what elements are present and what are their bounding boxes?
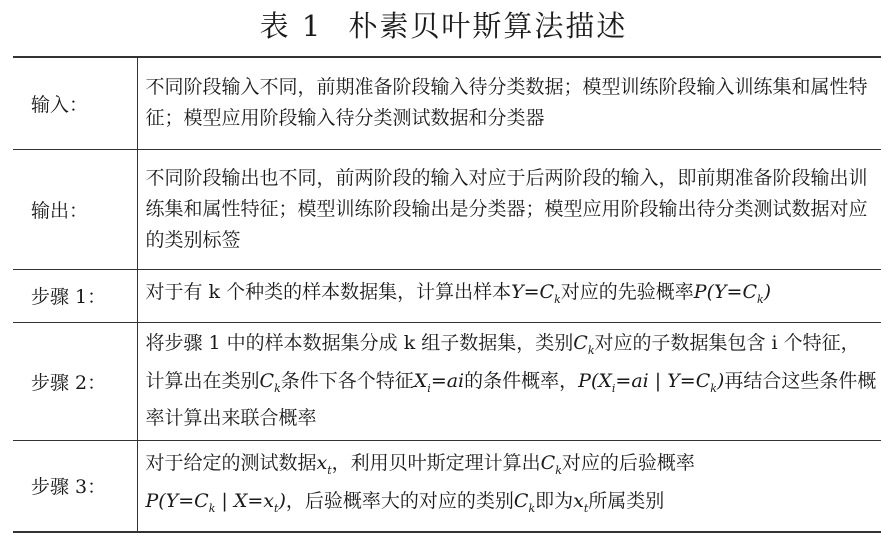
row-label-step2: 步骤 2： bbox=[13, 322, 137, 440]
row-label-step3: 步骤 3： bbox=[13, 440, 137, 532]
table-row-step1 bbox=[13, 269, 881, 322]
row-desc-step1: 对于有 k 个种类的样本数据集，计算出样本$Y=C_k$对应的先验概率$P(Y=C_k)$ bbox=[145, 280, 772, 306]
row-label-step1: 步骤 1： bbox=[13, 269, 137, 322]
table-title: 朴素贝叶斯算法描述 bbox=[348, 9, 628, 43]
row-desc-step2: 将步骤 1 中的样本数据集分成 k 组子数据集，类别$C_k$对应的子数据集包含 i 个特征，计算出在类别$C_k$条件下各个特征$X_i=ai$的条件概率，$P(X_i=ai$ | $Y=C_k$)再结合这些条件概率计算出来联合概率 bbox=[145, 331, 877, 430]
row-desc-input: 不同阶段输入不同，前期准备阶段输入待分类数据；模型训练阶段输入训练集和属性特征；模型应用阶段输入待分类测试数据和分类器 bbox=[145, 76, 868, 130]
table-row-step2 bbox=[13, 322, 881, 440]
algorithm-table bbox=[13, 56, 881, 533]
row-desc-output: 不同阶段输出也不同，前两阶段的输入对应于后两阶段的输入，即前期准备阶段输出训练集和属性特征；模型训练阶段输出是分类器；模型应用阶段输出待分类测试数据对应的类别标签 bbox=[145, 166, 868, 251]
table-number: 表 1 bbox=[259, 9, 323, 43]
row-label-input: 输入： bbox=[13, 57, 137, 149]
row-label-output: 输出： bbox=[13, 149, 137, 269]
table-row-step3 bbox=[13, 440, 881, 532]
table-row-input bbox=[13, 57, 881, 149]
table-caption bbox=[0, 4, 887, 48]
table-row-output bbox=[13, 149, 881, 269]
row-desc-step3: 对于给定的测试数据$x_t$，利用贝叶斯定理计算出$C_k$对应的后验概率 $P(Y=C_k$ | $X=x_t$)，后验概率大的对应的类别$C_k$即为$x_t$所属类别 bbox=[145, 451, 695, 515]
